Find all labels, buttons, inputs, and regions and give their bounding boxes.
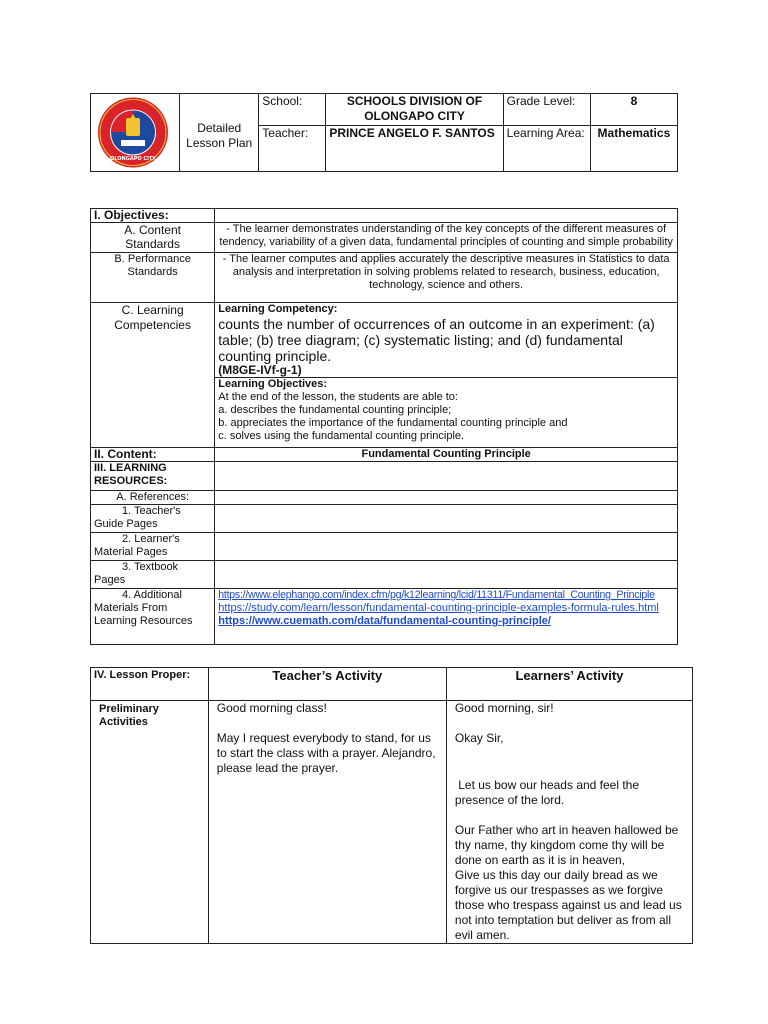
objectives-subheading: Learning Objectives: bbox=[218, 378, 328, 390]
teacher-activity-cell bbox=[208, 701, 446, 944]
header-table bbox=[90, 93, 678, 172]
learner-prayer-line1: Our Father who art in heaven hallowed be thy name, thy kingdom come thy will be done on earth as it is in heaven, bbox=[454, 823, 679, 867]
teacher-prayer-request: May I request everybody to stand, for us to start the class with a prayer. Alejandro, please lead the prayer. bbox=[216, 731, 436, 775]
grade-value: 8 bbox=[590, 94, 677, 126]
content-value: Fundamental Counting Principle bbox=[215, 448, 678, 462]
learner-okay: Okay Sir, bbox=[454, 731, 504, 745]
learners-material-label: 2. Learner's Material Pages bbox=[91, 533, 215, 561]
lesson-proper-label: IV. Lesson Proper: bbox=[91, 668, 209, 701]
learner-greeting: Good morning, sir! bbox=[454, 701, 554, 715]
competency-code: (M8GE-IVf-g-1) bbox=[218, 363, 302, 377]
objective-b: b. appreciates the importance of the fundamental counting principle and bbox=[218, 417, 568, 429]
teacher-activity-heading: Teacher’s Activity bbox=[208, 668, 446, 701]
link-cuemath[interactable]: https://www.cuemath.com/data/fundamental-counting-principle/ bbox=[218, 615, 551, 627]
learning-competency-cell bbox=[215, 303, 678, 378]
performance-standards-label: B. Performance Standards bbox=[91, 253, 215, 303]
references-label: A. References: bbox=[91, 491, 215, 505]
preliminary-activities-label: Preliminary Activities bbox=[91, 701, 209, 944]
content-standards-text: - The learner demonstrates understanding of the key concepts of the different measures of tendency, variability of a given data, fundamental principles of counting and simple probability bbox=[215, 223, 678, 253]
grade-label: Grade Level: bbox=[503, 94, 590, 126]
svg-text:OLONGAPO CITY: OLONGAPO CITY bbox=[110, 156, 156, 162]
additional-materials-label: 4. Additional Materials From Learning Resources bbox=[91, 589, 215, 645]
lesson-proper-table bbox=[90, 667, 693, 944]
content-standards-label: A. Content Standards bbox=[91, 223, 215, 253]
link-study[interactable]: https://study.com/learn/lesson/fundamental-counting-principle-examples-formula-rules.html bbox=[218, 602, 659, 614]
objectives-intro: At the end of the lesson, the students are able to: bbox=[218, 391, 458, 403]
lesson-plan-title: Detailed Lesson Plan bbox=[180, 94, 259, 172]
learner-prayer-line2: Give us this day our daily bread as we forgive us our trespasses as we forgive those who trespass against us and lead us not into temptation but deliver as from all evil amen. bbox=[454, 868, 682, 942]
objective-a: a. describes the fundamental counting principle; bbox=[218, 404, 452, 416]
competency-heading: Learning Competency: bbox=[218, 303, 338, 315]
content-label: II. Content: bbox=[91, 448, 215, 462]
objectives-table bbox=[90, 208, 678, 645]
learner-bow-heads: Let us bow our heads and feel the presence of the lord. bbox=[454, 778, 643, 807]
learner-activity-heading: Learners’ Activity bbox=[446, 668, 692, 701]
logo-cell bbox=[91, 94, 180, 172]
teacher-greeting: Good morning class! bbox=[216, 701, 327, 715]
learning-competencies-label: C. Learning Competencies bbox=[91, 303, 215, 448]
learner-activity-cell bbox=[446, 701, 692, 944]
school-value: SCHOOLS DIVISION OF OLONGAPO CITY bbox=[326, 94, 503, 126]
objectives-heading: I. Objectives: bbox=[91, 209, 215, 223]
competency-text: counts the number of occurrences of an outcome in an experiment: (a) table; (b) tree diagram; (c) systematic listing; and (d) fundamental counting principle. bbox=[218, 316, 655, 364]
area-label: Learning Area: bbox=[503, 126, 590, 172]
textbook-label: 3. Textbook Pages bbox=[91, 561, 215, 589]
learning-objectives-cell bbox=[215, 378, 678, 448]
teachers-guide-label: 1. Teacher's Guide Pages bbox=[91, 505, 215, 533]
link-elephango[interactable]: https://www.elephango.com/index.cfm/pg/k12learning/lcid/11311/Fundamental_Counting_Principle bbox=[218, 589, 655, 601]
area-value: Mathematics bbox=[590, 126, 677, 172]
teacher-value: PRINCE ANGELO F. SANTOS bbox=[326, 126, 503, 172]
performance-standards-text: - The learner computes and applies accurately the descriptive measures in Statistics to data analysis and interpretation in solving problems related to research, business, education, technology, science and others. bbox=[215, 253, 678, 303]
division-seal-logo bbox=[93, 96, 173, 169]
objective-c: c. solves using the fundamental counting principle. bbox=[218, 430, 465, 442]
school-label: School: bbox=[259, 94, 326, 126]
links-cell bbox=[215, 589, 678, 645]
teacher-label: Teacher: bbox=[259, 126, 326, 172]
resources-label: III. LEARNING RESOURCES: bbox=[91, 462, 215, 491]
